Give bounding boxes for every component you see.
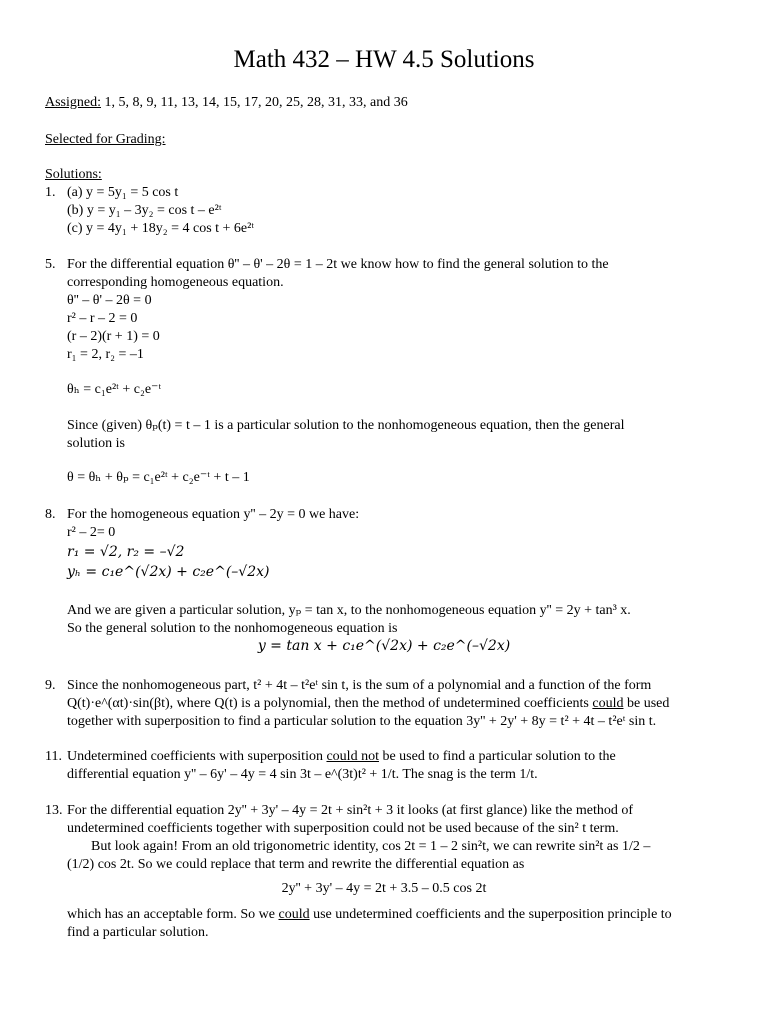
problem-13-line-6 [67,906,672,923]
problem-8-line-6: So the general solution to the nonhomogeneous equation is [67,621,398,636]
problem-1-b: (b) y = y₁ – 3y₂ = cos t – e²ᵗ [67,203,222,218]
problem-5-line-10: θ = θₕ + θₚ = c₁e²ᵗ + c₂e⁻ᵗ + t – 1 [67,470,250,485]
problem-8-line-4: yₕ = c₁e^(√2x) + c₂e^(–√2x) [67,564,270,580]
problem-5-line-8: Since (given) θₚ(t) = t – 1 is a particular solution to the nonhomogeneous equation, then the general [67,418,625,433]
problem-13-line-6a: which has an acceptable form. So we [67,907,279,922]
problem-11-number: 11. [45,749,62,764]
problem-9-could: could [592,696,624,711]
problem-9-line-2a: Q(t)·e^(αt)·sin(βt), where Q(t) is a polynomial, then the method of undetermined coefficients [67,696,593,711]
grading-label: Selected for Grading: [45,132,166,147]
problem-9-line-2 [67,695,669,712]
problem-5-line-4: r² – r – 2 = 0 [67,311,138,326]
problem-5-line-7: θₕ = c₁e²ᵗ + c₂e⁻ᵗ [67,382,162,397]
problem-5-line-1: For the differential equation θ'' – θ' – 2θ = 1 – 2t we know how to find the general solution to the [67,257,609,272]
problem-9-line-2c: be used [623,696,670,711]
problem-8-number: 8. [45,507,56,522]
problem-8-line-5: And we are given a particular solution, yₚ = tan x, to the nonhomogeneous equation y'' = 2y + tan³ x. [67,603,631,618]
problem-5-line-6: r₁ = 2, r₂ = –1 [67,347,144,362]
assigned-label: Assigned: [45,95,101,110]
problem-1-number: 1. [45,185,56,200]
problem-8-line-2: r² – 2= 0 [67,525,116,540]
problem-13-line-3: But look again! From an old trigonometric identity, cos 2t = 1 – 2 sin²t, we can rewrite sin²t as 1/2 – [91,839,651,854]
problem-11-line-2: differential equation y'' – 6y' – 4y = 4 sin 3t – e^(3t)t² + 1/t. The snag is the term 1/t. [67,767,538,782]
problem-5-line-9: solution is [67,436,125,451]
problem-5-line-5: (r – 2)(r + 1) = 0 [67,329,160,344]
problem-9-line-3: together with superposition to find a particular solution to the equation 3y'' + 2y' + 8y = t² + 4t – t²eᵗ sin t. [67,714,657,729]
solutions-label: Solutions: [45,167,102,182]
problem-5-line-2: corresponding homogeneous equation. [67,275,284,290]
problem-9-line-1: Since the nonhomogeneous part, t² + 4t – t²eᵗ sin t, is the sum of a polynomial and a function of the form [67,678,652,693]
problem-8-line-3: r₁ = √2, r₂ = –√2 [67,544,185,560]
problem-11-line-1a: Undetermined coefficients with superposition [67,749,327,764]
problem-11-line-1c: be used to find a particular solution to the [378,749,616,764]
problem-13-could: could [278,907,310,922]
problem-9-number: 9. [45,678,56,693]
page-title: Math 432 – HW 4.5 Solutions [233,46,535,73]
problem-13-number: 13. [45,803,63,818]
problem-13-line-5: 2y'' + 3y' – 4y = 2t + 3.5 – 0.5 cos 2t [281,881,487,896]
problem-13-line-1: For the differential equation 2y'' + 3y' – 4y = 2t + sin²t + 3 it looks (at first glance) like the method of [67,803,634,818]
problem-13-line-6c: use undetermined coefficients and the superposition principle to [309,907,672,922]
problem-5-line-3: θ'' – θ' – 2θ = 0 [67,293,152,308]
problem-11-line-1 [67,748,616,765]
problem-11-could-not: could not [326,749,379,764]
problem-8-line-1: For the homogeneous equation y'' – 2y = 0 we have: [67,507,360,522]
assigned-text: 1, 5, 8, 9, 11, 13, 14, 15, 17, 20, 25, 28, 31, 33, and 36 [101,95,408,110]
problem-13-line-4: (1/2) cos 2t. So we could replace that term and rewrite the differential equation as [67,857,525,872]
problem-13-line-7: find a particular solution. [67,925,209,940]
assigned-line [45,94,408,111]
problem-1-a: (a) y = 5y₁ = 5 cos t [67,185,179,200]
problem-13-line-2: undetermined coefficients together with superposition could not be used because of the sin² t term. [67,821,619,836]
problem-1-c: (c) y = 4y₁ + 18y₂ = 4 cos t + 6e²ᵗ [67,221,255,236]
problem-8-line-7: y = tan x + c₁e^(√2x) + c₂e^(–√2x) [257,638,511,654]
problem-5-number: 5. [45,257,56,272]
